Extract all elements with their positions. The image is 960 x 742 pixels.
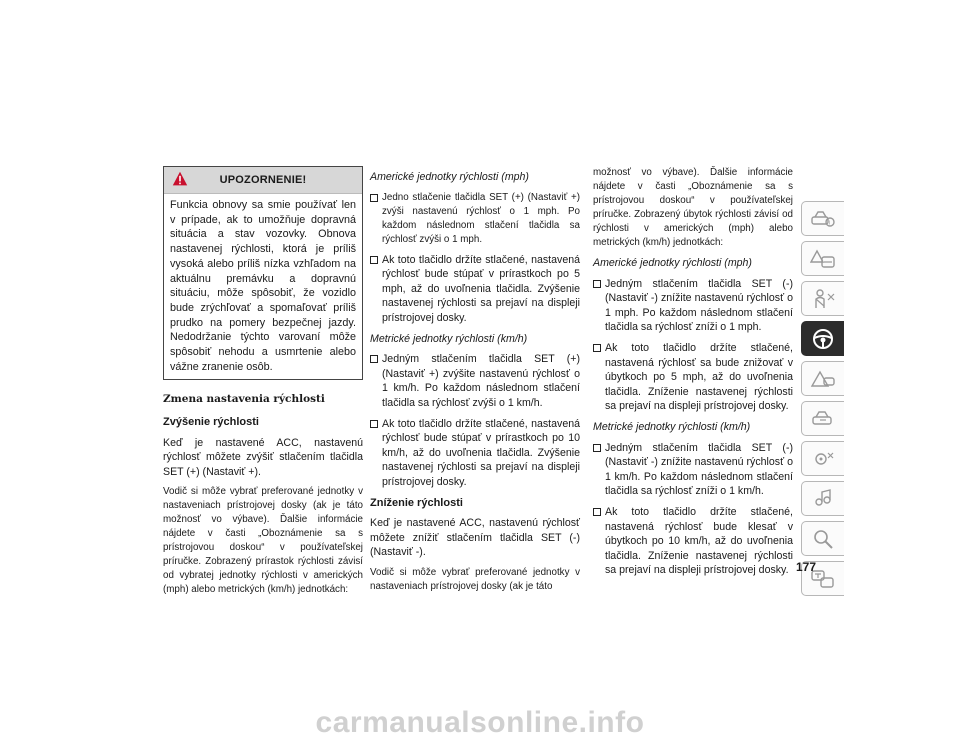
tab-seat-safety[interactable] xyxy=(801,281,844,316)
list-item-text: Ak toto tlačidlo držíte stlačené, nastavená rýchlosť sa bude znižovať v úbytkoch po 5 mph, až do uvoľnenia tlačidla. Zníženie nastavenej rýchlosti sa prejaví na displeji prístrojovej dosky. xyxy=(605,341,793,413)
units-paragraph: Vodič si môže vybrať preferované jednotky v nastaveniach prístrojovej dosky (ak je táto možnosť vo výbave). Ďalšie informácie nájdete v časti „Oboznámenie sa s prístrojovou doskou“ v používateľskej príručke. Zobrazený prírastok rýchlosti závisí od vybratej jednotky rýchlosti v amerických (mph) alebo metrických (km/h) jednotkách: xyxy=(163,486,363,596)
list-item-text: Ak toto tlačidlo držíte stlačené, nastavená rýchlosť bude stúpať v prírastkoch po 5 mph, až do uvoľnenia tlačidla. Zvýšenie nastavenej rýchlosti sa prejaví na displeji prístrojovej dosky. xyxy=(382,253,580,324)
tab-index[interactable] xyxy=(801,521,844,556)
column-right xyxy=(593,166,793,584)
list-item xyxy=(370,352,580,410)
decrease-paragraph: Keď je nastavené ACC, nastavenú rýchlosť môžete znížiť stlačením tlačidla SET (-) (Nastaviť -). xyxy=(370,517,580,559)
list-item xyxy=(593,277,793,335)
us-units-label: Americké jednotky rýchlosti (mph) xyxy=(370,171,529,183)
us-increase-list xyxy=(370,191,580,326)
steering-wheel-icon xyxy=(810,328,836,350)
continued-paragraph: možnosť vo výbave). Ďalšie informácie nájdete v časti „Oboznámenie sa s prístrojovou doskou“ v používateľskej príručke. Zobrazený úbytok rýchlosti závisí od rýchlosti v amerických (mph) alebo metrických (km/h) jednotkách: xyxy=(593,167,793,248)
us-units-label: Americké jednotky rýchlosti (mph) xyxy=(593,257,752,269)
watermark-text: carmanualsonline.info xyxy=(315,706,645,739)
bullet-box-icon xyxy=(370,355,378,363)
list-item xyxy=(593,505,793,578)
warning-header xyxy=(164,167,362,194)
warning-title: UPOZORNENIE! xyxy=(219,174,307,186)
warning-lights-icon xyxy=(810,248,836,270)
bullet-box-icon xyxy=(370,194,378,202)
bullet-box-icon xyxy=(593,280,601,288)
tab-multimedia[interactable] xyxy=(801,481,844,516)
section-title: Zmena nastavenia rýchlosti xyxy=(163,393,325,406)
chapter-tabs xyxy=(801,201,844,601)
tab-technical[interactable] xyxy=(801,441,844,476)
bullet-box-icon xyxy=(593,344,601,352)
tab-driving[interactable] xyxy=(801,321,844,356)
service-car-icon xyxy=(810,408,836,430)
list-item xyxy=(370,253,580,326)
list-item-text: Jedným stlačením tlačidla SET (-) (Nastaviť -) znížite nastavenú rýchlosť o 1 km/h. Po každom následnom stlačení tlačidla sa rýchlosť zníži o 1 km/h. xyxy=(605,441,793,498)
bullet-box-icon xyxy=(370,420,378,428)
metric-decrease-list xyxy=(593,441,793,578)
increase-paragraph: Keď je nastavené ACC, nastavenú rýchlosť môžete zvýšiť stlačením tlačidla SET (+) (Nastaviť +). xyxy=(163,436,363,478)
tab-emergency[interactable] xyxy=(801,361,844,396)
decrease-units-paragraph: Vodič si môže vybrať preferované jednotky v nastaveniach prístrojovej dosky (ak je táto xyxy=(370,566,580,592)
bullet-box-icon xyxy=(593,508,601,516)
list-item-text: Jedným stlačením tlačidla SET (+) (Nastaviť +) zvýšite nastavenú rýchlosť o 1 km/h. Po každom následnom stlačení tlačidla sa rýchlosť zvýši o 1 km/h. xyxy=(382,353,580,409)
list-item-text: Ak toto tlačidlo držíte stlačené, nastavená rýchlosť bude stúpať v prírastkoch po 10 km/h, až do uvoľnenia tlačidla. Zvýšenie nastavenej rýchlosti sa prejaví na displeji prístrojovej dosky. xyxy=(382,417,580,488)
page-number: 177 xyxy=(796,560,817,574)
car-info-icon xyxy=(810,208,836,230)
increase-heading: Zvýšenie rýchlosti xyxy=(163,416,259,429)
list-item xyxy=(370,191,580,247)
list-item xyxy=(593,341,793,414)
list-item-text: Ak toto tlačidlo držíte stlačené, nastavená rýchlosť bude klesať v úbytkoch po 10 km/h, až do uvoľnenia tlačidla. Zníženie nastavenej rýchlosti sa prejaví na displeji prístrojovej dosky. xyxy=(605,505,793,577)
tab-warning-lights[interactable] xyxy=(801,241,844,276)
metric-units-label: Metrické jednotky rýchlosti (km/h) xyxy=(370,332,528,345)
list-item xyxy=(593,441,793,499)
bullet-box-icon xyxy=(593,444,601,452)
list-item-text: Jedným stlačením tlačidla SET (-) (Nastaviť -) znížite nastavenú rýchlosť o 1 mph. Po každom následnom stlačení tlačidla sa rýchlosť zníži o 1 mph. xyxy=(605,277,793,334)
multimedia-icon xyxy=(810,488,836,510)
column-left xyxy=(163,166,363,603)
tab-service[interactable] xyxy=(801,401,844,436)
bullet-box-icon xyxy=(370,256,378,264)
list-item xyxy=(370,417,580,490)
seat-safety-icon xyxy=(810,288,836,310)
metric-increase-list xyxy=(370,352,580,489)
roadside-assistance-icon xyxy=(810,368,836,390)
warning-text: Funkcia obnovy sa smie používať len v prípade, ak to umožňuje dopravná situácia a stav vozovky. Obnova nastavenej rýchlosti, ktorá je príliš vysoká alebo príliš nízka vzhľadom na aktuálnu premávku a dopravnú situáciu, môže spôsobiť, že vozidlo bude zrýchľovať a spomaľovať príliš prudko na pomery bezpečnej jazdy. Nedodržanie týchto varovaní môže spôsobiť nehodu a usmrtenie alebo vážne zranenie osôb. xyxy=(170,199,356,373)
column-middle xyxy=(370,170,580,600)
us-decrease-list xyxy=(593,277,793,414)
technical-specs-icon xyxy=(810,448,836,470)
list-item-text: Jedno stlačenie tlačidla SET (+) (Nastaviť +) zvýši nastavenú rýchlosť o 1 mph. Po každom následnom stlačení tlačidla sa rýchlosť zvýši o 1 mph. xyxy=(382,191,580,245)
warning-box xyxy=(163,166,363,380)
search-index-icon xyxy=(810,528,836,550)
tab-car-info[interactable] xyxy=(801,201,844,236)
metric-units-label: Metrické jednotky rýchlosti (km/h) xyxy=(593,420,751,433)
decrease-heading: Zníženie rýchlosti xyxy=(370,496,463,509)
svg-text:i: i xyxy=(828,220,830,226)
